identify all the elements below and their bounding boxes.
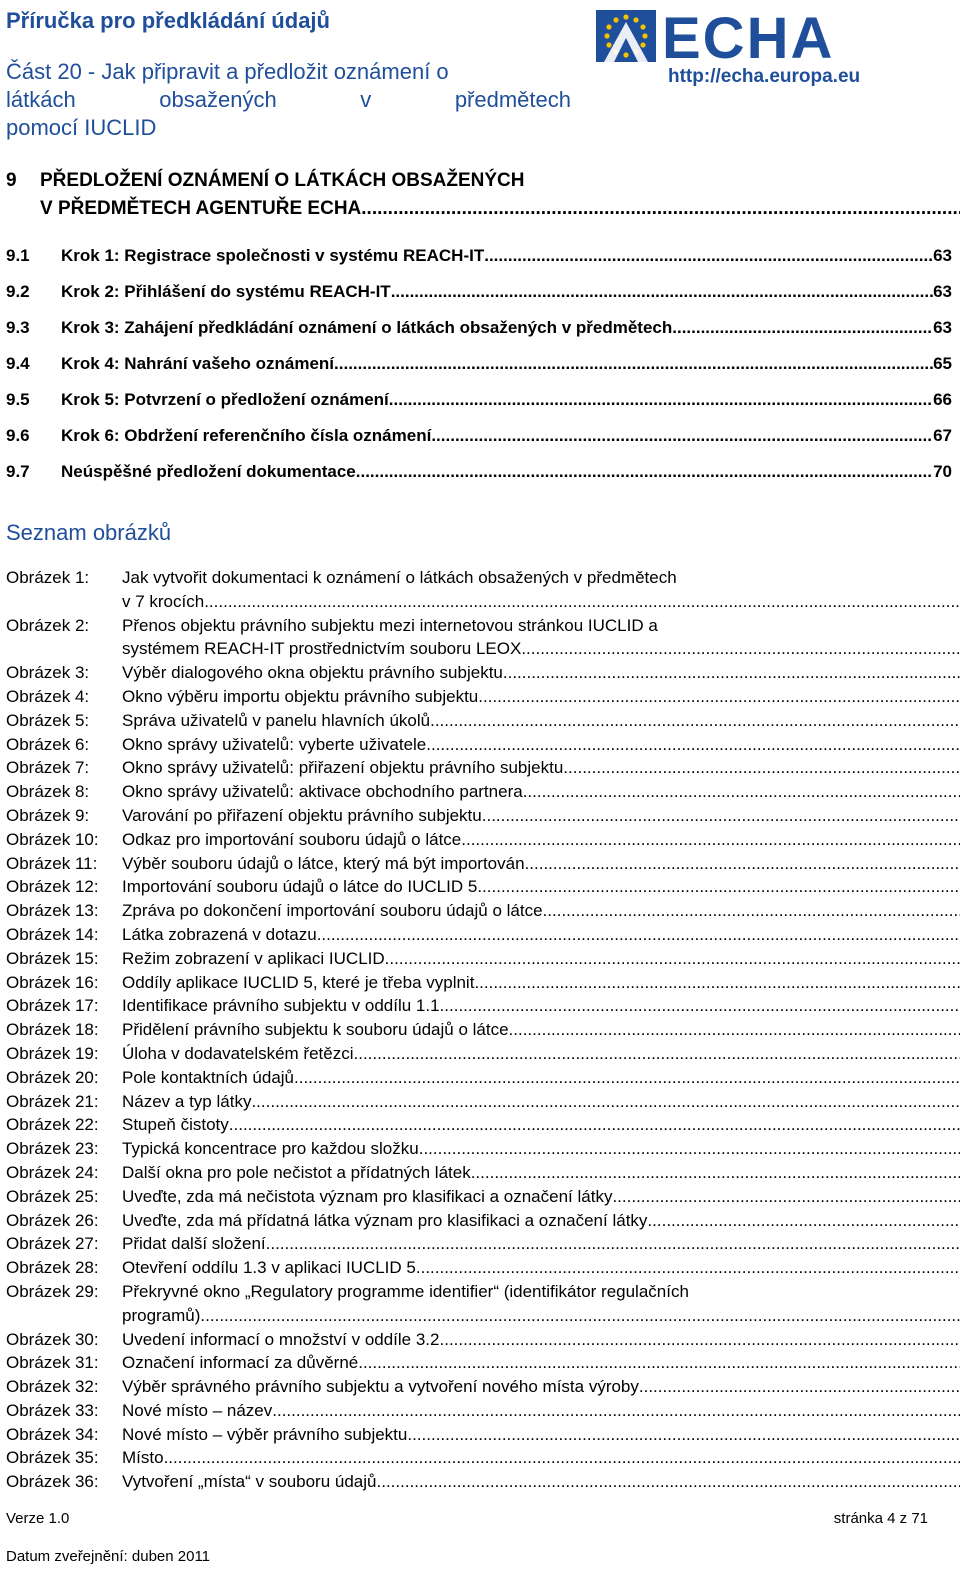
toc-entry-text: Krok 3: Zahájení předkládání oznámení o látkách obsažených v předmětech xyxy=(61,318,673,337)
figure-caption: Okno výběru importu objektu právního subjektu xyxy=(122,686,479,706)
figure-entry[interactable] xyxy=(6,1161,952,1185)
dot-leader xyxy=(317,923,960,947)
figure-entry[interactable] xyxy=(6,1351,952,1375)
figure-entry[interactable] xyxy=(6,1066,952,1090)
part-title-line: Část 20 - Jak připravit a předložit oznámení o xyxy=(6,59,449,84)
toc-main-number: 9 xyxy=(6,170,17,191)
toc-main-line: V PŘEDMĚTECH AGENTUŘE ECHA xyxy=(40,198,362,219)
figure-label: Obrázek 21: xyxy=(6,1091,99,1111)
dot-leader xyxy=(474,971,960,995)
figure-label: Obrázek 14: xyxy=(6,924,99,944)
figure-entry[interactable] xyxy=(6,709,952,733)
figure-entry[interactable] xyxy=(6,1113,952,1137)
figure-caption: Další okna pro pole nečistot a přídatných látek xyxy=(122,1162,471,1182)
dot-leader xyxy=(430,709,960,733)
dot-leader xyxy=(389,390,933,410)
figure-entry[interactable] xyxy=(6,756,952,780)
dot-leader xyxy=(356,462,933,482)
toc-entry-number: 9.4 xyxy=(6,354,30,373)
figure-caption: Nové místo – název xyxy=(122,1400,273,1420)
toc-subsections xyxy=(6,238,952,490)
figure-label: Obrázek 35: xyxy=(6,1448,99,1468)
figure-entry[interactable] xyxy=(6,828,952,852)
figure-caption: Importování souboru údajů o látce do IUCLID 5 xyxy=(122,877,478,897)
figure-entry[interactable] xyxy=(6,1470,952,1494)
figure-entry[interactable] xyxy=(6,1423,952,1447)
figure-entry[interactable] xyxy=(6,1185,952,1209)
dot-leader xyxy=(639,1375,960,1399)
dot-leader xyxy=(200,1304,960,1328)
figure-label: Obrázek 6: xyxy=(6,734,90,754)
figure-entry[interactable] xyxy=(6,1328,952,1352)
figure-label: Obrázek 10: xyxy=(6,829,99,849)
figure-caption: Přidělení právního subjektu k souboru údajů o látce xyxy=(122,1020,509,1040)
dot-leader xyxy=(647,1209,960,1233)
figure-label: Obrázek 19: xyxy=(6,1043,99,1063)
figure-entry[interactable] xyxy=(6,733,952,757)
footer-page-info: stránka 4 z 71 xyxy=(833,1510,928,1527)
figure-caption: Odkaz pro importování souboru údajů o látce xyxy=(122,829,462,849)
figure-entry[interactable] xyxy=(6,994,952,1018)
dot-leader xyxy=(672,318,933,338)
dot-leader xyxy=(377,1470,960,1494)
dot-leader xyxy=(482,804,960,828)
dot-leader xyxy=(204,590,960,614)
toc-entry[interactable] xyxy=(6,274,952,310)
dot-leader xyxy=(525,852,960,876)
figure-label: Obrázek 11: xyxy=(6,853,98,873)
document-title: Příručka pro předkládání údajů xyxy=(6,8,330,33)
figure-caption: Okno správy uživatelů: vyberte uživatele xyxy=(122,734,427,754)
figure-label: Obrázek 33: xyxy=(6,1400,99,1420)
figure-label: Obrázek 36: xyxy=(6,1472,99,1492)
figure-entry[interactable] xyxy=(6,1137,952,1161)
figure-label: Obrázek 2: xyxy=(6,615,90,635)
figure-entry[interactable] xyxy=(6,614,952,662)
dot-leader xyxy=(612,1185,960,1209)
toc-entry[interactable] xyxy=(6,238,952,274)
dot-leader xyxy=(440,994,960,1018)
dot-leader xyxy=(164,1446,960,1470)
figure-caption: Látka zobrazená v dotazu xyxy=(122,924,317,944)
figure-label: Obrázek 9: xyxy=(6,805,90,825)
dot-leader xyxy=(294,1066,960,1090)
figure-entry[interactable] xyxy=(6,804,952,828)
figure-caption: Režim zobrazení v aplikaci IUCLID xyxy=(122,948,385,968)
footer-published-date: Datum zveřejnění: duben 2011 xyxy=(6,1548,211,1565)
figure-caption: Zpráva po dokončení importování souboru údajů o látce xyxy=(122,901,543,921)
dot-leader xyxy=(361,195,960,223)
toc-entry[interactable] xyxy=(6,454,952,490)
figure-label: Obrázek 12: xyxy=(6,877,99,897)
figure-label: Obrázek 28: xyxy=(6,1258,99,1278)
figure-caption: Nové místo – výběr právního subjektu xyxy=(122,1424,408,1444)
dot-leader xyxy=(229,1113,960,1137)
figure-caption: Přidat další složení xyxy=(122,1234,266,1254)
figure-entry[interactable] xyxy=(6,1209,952,1233)
figure-entry[interactable] xyxy=(6,1375,952,1399)
figure-entry[interactable] xyxy=(6,1090,952,1114)
figure-label: Obrázek 18: xyxy=(6,1020,99,1040)
figure-caption: Označení informací za důvěrné xyxy=(122,1353,359,1373)
toc-entry-number: 9.3 xyxy=(6,318,30,337)
figure-entry[interactable] xyxy=(6,1256,952,1280)
footer-version: Verze 1.0 xyxy=(6,1510,70,1527)
document-part-title xyxy=(6,58,581,142)
figure-label: Obrázek 13: xyxy=(6,901,99,921)
figure-label: Obrázek 31: xyxy=(6,1353,99,1373)
figure-caption: Přenos objektu právního subjektu mezi internetovou stránkou IUCLID a xyxy=(122,615,658,635)
figure-entry[interactable] xyxy=(6,852,952,876)
figure-label: Obrázek 4: xyxy=(6,686,90,706)
figure-label: Obrázek 24: xyxy=(6,1162,99,1182)
figure-caption: Výběr dialogového okna objektu právního subjektu xyxy=(122,663,503,683)
dot-leader xyxy=(431,426,933,446)
figure-caption: Varování po přiřazení objektu právního subjektu xyxy=(122,805,482,825)
figure-label: Obrázek 16: xyxy=(6,972,99,992)
dot-leader xyxy=(509,1018,960,1042)
figure-label: Obrázek 23: xyxy=(6,1139,99,1159)
figure-label: Obrázek 27: xyxy=(6,1234,99,1254)
figure-caption: Výběr správného právního subjektu a vytvoření nového místa výroby xyxy=(122,1377,639,1397)
toc-entry-text: Krok 5: Potvrzení o předložení oznámení xyxy=(61,390,389,409)
figure-label: Obrázek 1: xyxy=(6,568,90,587)
dot-leader xyxy=(407,1423,960,1447)
figure-label: Obrázek 30: xyxy=(6,1329,99,1349)
dot-leader xyxy=(272,1399,960,1423)
figure-caption: Okno správy uživatelů: přiřazení objektu právního subjektu xyxy=(122,758,564,778)
toc-page-number: 63 xyxy=(933,282,952,301)
figure-entry[interactable] xyxy=(6,1280,952,1328)
dot-leader xyxy=(426,733,960,757)
figure-entry[interactable] xyxy=(6,1232,952,1256)
dot-leader xyxy=(419,1137,960,1161)
figure-entry[interactable] xyxy=(6,923,952,947)
figure-entry[interactable] xyxy=(6,1399,952,1423)
toc-page-number: 70 xyxy=(933,462,952,481)
dot-leader xyxy=(477,875,960,899)
dot-leader xyxy=(471,1161,960,1185)
figure-entry[interactable] xyxy=(6,875,952,899)
figures-list xyxy=(6,566,952,1494)
dot-leader xyxy=(266,1232,960,1256)
figure-label: Obrázek 25: xyxy=(6,1186,99,1206)
dot-leader xyxy=(543,899,960,923)
toc-entry-text: Krok 2: Přihlášení do systému REACH-IT xyxy=(61,282,391,301)
dot-leader xyxy=(391,282,933,302)
toc-entry-text: Krok 1: Registrace společnosti v systému REACH-IT xyxy=(61,246,485,265)
part-title-line: látkách obsažených v předmětech xyxy=(6,87,571,112)
figure-caption: Okno správy uživatelů: aktivace obchodního partnera xyxy=(122,782,523,802)
figure-caption: Identifikace právního subjektu v oddílu 1.1 xyxy=(122,996,440,1016)
figure-caption: Překryvné okno „Regulatory programme identifier“ (identifikátor regulačních xyxy=(122,1281,689,1301)
logo-wordmark: ECHA xyxy=(662,8,835,71)
dot-leader xyxy=(354,1042,960,1066)
dot-leader xyxy=(461,828,960,852)
figure-entry[interactable] xyxy=(6,1018,952,1042)
figure-caption: Uvedení informací o množství v oddíle 3.2 xyxy=(122,1329,440,1349)
toc-page-number: 63 xyxy=(933,246,952,265)
figure-entry[interactable] xyxy=(6,947,952,971)
figure-caption: Pole kontaktních údajů xyxy=(122,1067,295,1087)
figure-caption: Úloha v dodavatelském řetězci xyxy=(122,1043,354,1063)
dot-leader xyxy=(334,354,933,374)
dot-leader xyxy=(251,1090,960,1114)
figure-caption: systémem REACH-IT prostřednictvím souboru LEOX xyxy=(122,639,522,659)
toc-entry[interactable] xyxy=(6,310,952,346)
dot-leader xyxy=(385,947,960,971)
figure-entry[interactable] xyxy=(6,1042,952,1066)
figure-label: Obrázek 26: xyxy=(6,1210,99,1230)
figure-label: Obrázek 32: xyxy=(6,1377,99,1397)
toc-entry-text: Krok 4: Nahrání vašeho oznámení xyxy=(61,354,335,373)
figure-entry[interactable] xyxy=(6,1446,952,1470)
figure-entry[interactable] xyxy=(6,780,952,804)
dot-leader xyxy=(521,637,960,661)
figure-caption: Uveďte, zda má nečistota význam pro klasifikaci a označení látky xyxy=(122,1186,613,1206)
toc-entry[interactable] xyxy=(6,382,952,418)
toc-entry[interactable] xyxy=(6,418,952,454)
figure-entry[interactable] xyxy=(6,971,952,995)
figure-caption: programů) xyxy=(122,1305,201,1325)
dot-leader xyxy=(416,1256,960,1280)
toc-entry-number: 9.2 xyxy=(6,282,30,301)
dot-leader xyxy=(503,661,960,685)
figure-caption: Stupeň čistoty xyxy=(122,1115,229,1135)
dot-leader xyxy=(358,1351,960,1375)
toc-entry-number: 9.1 xyxy=(6,246,30,265)
figure-caption: Název a typ látky xyxy=(122,1091,252,1111)
figure-label: Obrázek 5: xyxy=(6,710,90,730)
part-title-line: pomocí IUCLID xyxy=(6,115,157,140)
toc-entry-number: 9.6 xyxy=(6,426,30,445)
toc-entry-number: 9.7 xyxy=(6,462,30,481)
figure-label: Obrázek 7: xyxy=(6,758,90,778)
figure-caption: Správa uživatelů v panelu hlavních úkolů xyxy=(122,710,431,730)
figure-caption: Vytvoření „místa“ v souboru údajů xyxy=(122,1472,377,1492)
echa-logo xyxy=(596,8,926,88)
figure-caption: v 7 krocích xyxy=(122,591,205,611)
figure-caption: Otevření oddílu 1.3 v aplikaci IUCLID 5 xyxy=(122,1258,416,1278)
figure-caption: Oddíly aplikace IUCLID 5, které je třeba vyplnit xyxy=(122,972,475,992)
figure-label: Obrázek 20: xyxy=(6,1067,99,1087)
dot-leader xyxy=(484,246,933,266)
figure-label: Obrázek 34: xyxy=(6,1424,99,1444)
toc-entry-text: Krok 6: Obdržení referenčního čísla oznámení xyxy=(61,426,432,445)
figure-label: Obrázek 22: xyxy=(6,1115,99,1135)
toc-page-number: 63 xyxy=(933,318,952,337)
figure-caption: Typická koncentrace pro každou složku xyxy=(122,1139,419,1159)
figure-entry[interactable] xyxy=(6,685,952,709)
figure-caption: Jak vytvořit dokumentaci k oznámení o látkách obsažených v předmětech xyxy=(122,568,677,587)
figure-caption: Místo xyxy=(122,1448,164,1468)
toc-main-entry[interactable] xyxy=(6,167,952,223)
logo-url: http://echa.europa.eu xyxy=(668,66,861,87)
toc-main-line: PŘEDLOŽENÍ OZNÁMENÍ O LÁTKÁCH OBSAŽENÝCH xyxy=(40,170,525,191)
figure-caption: Uveďte, zda má přídatná látka význam pro klasifikaci a označení látky xyxy=(122,1210,648,1230)
toc-page-number: 67 xyxy=(933,426,952,445)
dot-leader xyxy=(478,685,960,709)
figure-label: Obrázek 3: xyxy=(6,663,90,683)
dot-leader xyxy=(440,1328,960,1352)
figures-list-title: Seznam obrázků xyxy=(6,520,172,545)
figure-entry[interactable] xyxy=(6,566,952,614)
figure-label: Obrázek 8: xyxy=(6,782,90,802)
toc-page-number: 66 xyxy=(933,390,952,409)
toc-page-number: 65 xyxy=(933,354,952,373)
dot-leader xyxy=(523,780,960,804)
figure-entry[interactable] xyxy=(6,899,952,923)
figure-entry[interactable] xyxy=(6,661,952,685)
toc-entry-text: Neúspěšné předložení dokumentace xyxy=(61,462,356,481)
figure-label: Obrázek 17: xyxy=(6,996,99,1016)
figure-label: Obrázek 29: xyxy=(6,1281,99,1301)
toc-entry-number: 9.5 xyxy=(6,390,30,409)
figure-label: Obrázek 15: xyxy=(6,948,99,968)
toc-entry[interactable] xyxy=(6,346,952,382)
dot-leader xyxy=(563,756,960,780)
figure-caption: Výběr souboru údajů o látce, který má být importován xyxy=(122,853,525,873)
